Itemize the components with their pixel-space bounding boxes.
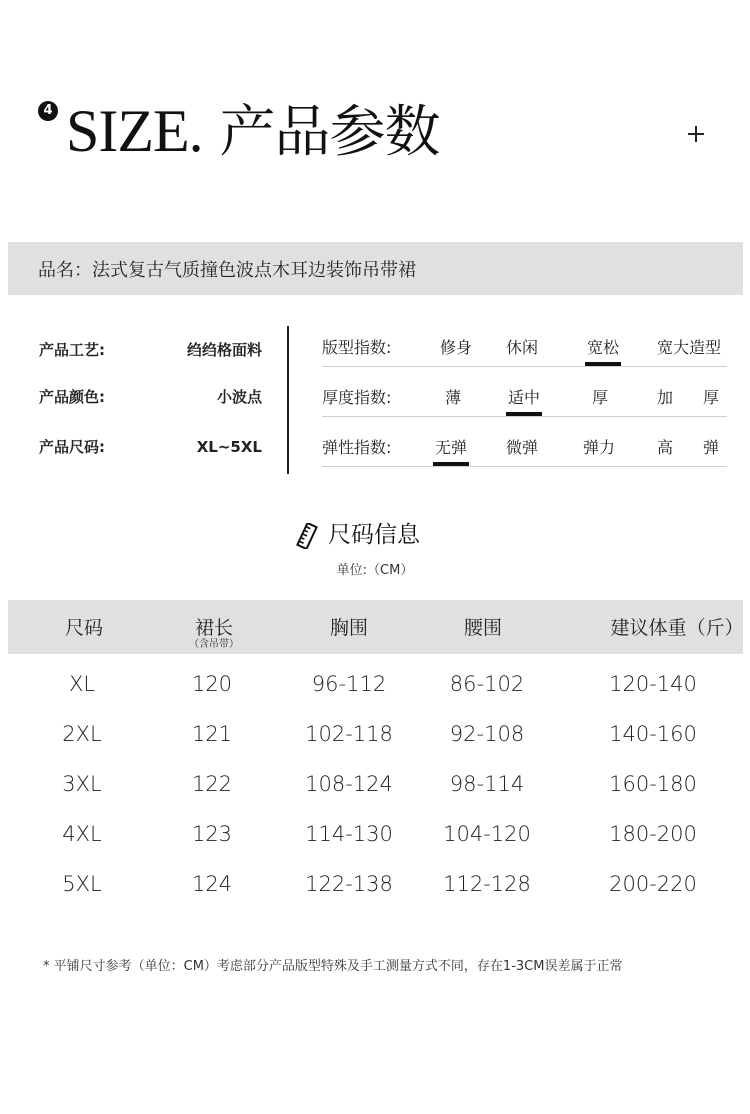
product-name-bar — [8, 242, 743, 295]
cell-weight: 180-200 — [609, 822, 697, 846]
title-chinese: 产品参数 — [219, 100, 440, 165]
index-option: 微弹 — [506, 438, 539, 457]
attribute-label: 产品工艺: — [39, 341, 105, 359]
cell-waist: 98-114 — [449, 772, 525, 796]
cell-bust: 102-118 — [305, 722, 393, 746]
column-header-weight: 建议体重（斤） — [610, 617, 744, 639]
cell-weight: 160-180 — [609, 772, 697, 796]
fit-index-row — [322, 327, 727, 367]
cell-weight: 120-140 — [609, 672, 697, 696]
attribute-value: 小波点 — [216, 388, 262, 406]
index-option: 宽大造型 — [657, 338, 722, 357]
column-header-waist: 腰围 — [463, 617, 503, 639]
cell-size: XL — [68, 672, 96, 696]
index-label: 版型指数: — [322, 338, 392, 357]
index-option: 高弹 — [657, 438, 750, 457]
elasticity-index-row — [322, 427, 750, 467]
table-row — [0, 869, 750, 919]
attribute-row-color — [0, 384, 290, 410]
attribute-value: XL~5XL — [196, 438, 262, 456]
index-label: 厚度指数: — [322, 388, 392, 407]
index-option: 薄 — [445, 388, 462, 407]
attribute-row-craft — [0, 337, 290, 363]
attribute-label: 产品尺码: — [39, 438, 105, 456]
page-header — [0, 0, 750, 200]
thickness-index-row — [322, 377, 750, 417]
cell-waist: 112-128 — [443, 872, 531, 896]
cell-bust: 108-124 — [305, 772, 393, 796]
index-option: 弹力 — [583, 438, 616, 457]
attribute-value: 绉绉格面料 — [186, 341, 262, 359]
title-english: SIZE. — [66, 98, 203, 164]
table-row — [0, 719, 750, 769]
cell-size: 3XL — [62, 772, 102, 796]
attribute-list — [0, 325, 290, 475]
cell-weight: 140-160 — [609, 722, 697, 746]
cell-length: 120 — [191, 672, 233, 696]
table-row — [0, 819, 750, 869]
column-header-size: 尺码 — [64, 617, 104, 639]
cell-bust: 96-112 — [311, 672, 387, 696]
cell-length: 124 — [191, 872, 233, 896]
cell-bust: 114-130 — [305, 822, 393, 846]
cell-waist: 86-102 — [449, 672, 525, 696]
product-name: 品名：法式复古气质撞色波点木耳边装饰吊带裙 — [38, 259, 416, 281]
ruler-icon — [296, 523, 318, 549]
index-option-selected: 宽松 — [587, 335, 619, 361]
cell-length: 122 — [191, 772, 233, 796]
cell-size: 5XL — [62, 872, 102, 896]
index-label: 弹性指数: — [322, 438, 392, 457]
cell-length: 121 — [191, 722, 233, 746]
cell-weight: 200-220 — [609, 872, 697, 896]
column-header-bust: 胸围 — [329, 617, 369, 639]
column-header-length: 裙长 — [194, 617, 234, 639]
vertical-divider — [287, 326, 289, 474]
index-option-selected: 无弹 — [435, 435, 467, 461]
table-row — [0, 769, 750, 819]
index-option: 加厚 — [657, 388, 750, 407]
column-header-length-note: （含吊带） — [189, 639, 239, 650]
cell-size: 2XL — [62, 722, 102, 746]
plus-icon — [686, 124, 706, 144]
table-row — [0, 669, 750, 719]
index-option-selected: 适中 — [508, 385, 540, 411]
size-table-header — [8, 600, 743, 654]
section-number-badge: 4 — [38, 101, 58, 121]
attribute-label: 产品颜色: — [39, 388, 105, 406]
cell-size: 4XL — [62, 822, 102, 846]
index-option: 修身 — [440, 338, 473, 357]
cell-waist: 104-120 — [443, 822, 531, 846]
page-title — [66, 96, 439, 166]
measurement-footnote: * 平铺尺寸参考（单位：CM）考虑部分产品版型特殊及手工测量方式不同，存在1-3CM误差属于正常 — [43, 959, 623, 974]
index-panel — [322, 325, 750, 475]
cell-waist: 92-108 — [449, 722, 525, 746]
cell-length: 123 — [191, 822, 233, 846]
unit-note: 单位:（CM） — [336, 563, 414, 578]
size-info-title: 尺码信息 — [328, 522, 420, 548]
index-option: 厚 — [592, 388, 609, 407]
attribute-row-size — [0, 434, 290, 460]
index-option: 休闲 — [506, 338, 539, 357]
cell-bust: 122-138 — [305, 872, 393, 896]
